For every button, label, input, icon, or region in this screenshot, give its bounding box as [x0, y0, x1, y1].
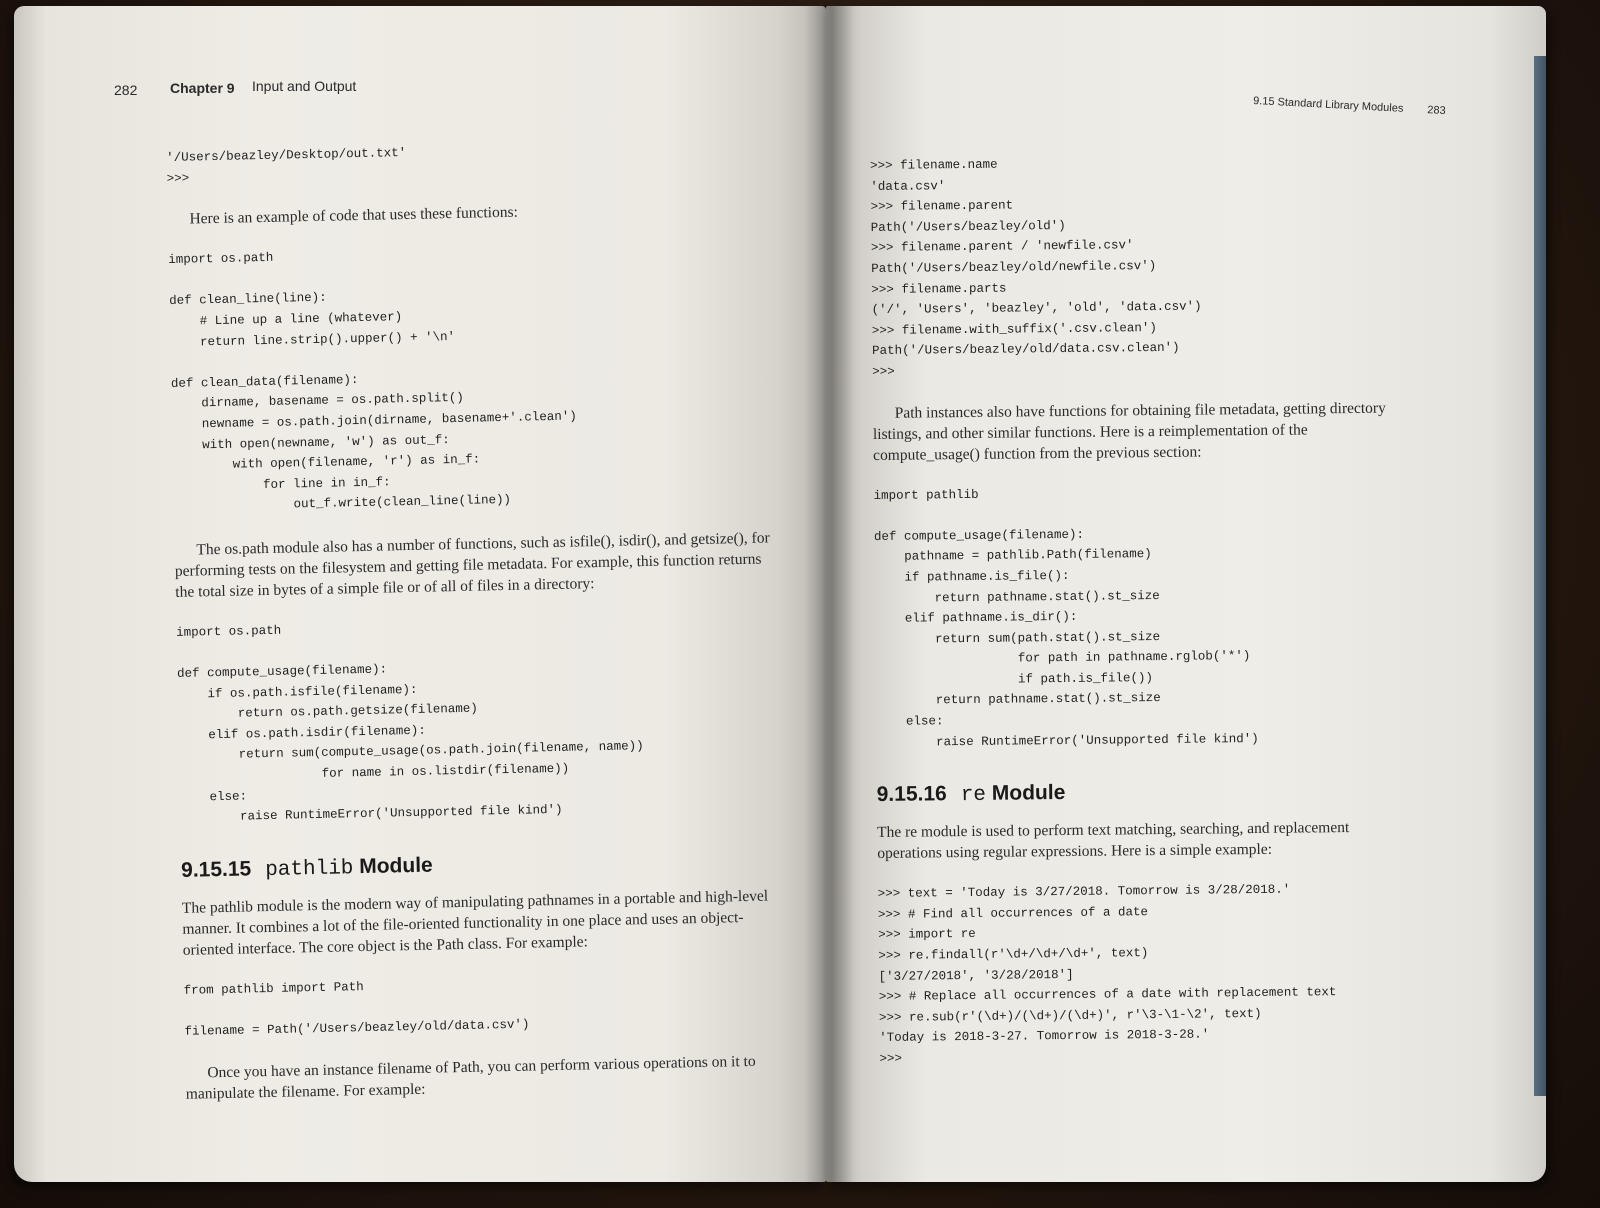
- heading-number: 9.15.16: [876, 782, 947, 807]
- page-number: 282: [114, 82, 138, 98]
- heading-module-name: re: [960, 784, 987, 808]
- chapter-title: Input and Output: [252, 78, 357, 94]
- paragraph: The pathlib module is the modern way of manipulating pathnames in a portable and high-level manner. It combines a lot of the file-oriented functionality in one place and uses an object-oriented interface. The core object is the Path class. For example:: [181, 887, 769, 959]
- section-heading: [877, 778, 1417, 809]
- left-page: [14, 6, 826, 1182]
- paragraph: Here is an example of code that uses these functions:: [189, 203, 519, 228]
- heading-text: Module: [358, 853, 433, 878]
- code-block: import pathlib def compute_usage(filename): pathname = pathlib.Path(filename) if pathname.is_file(): return pathname.stat().st_size elif pathname.is_dir(): return sum(path.stat().st_size for path in pathname.rglob('*') if path.is_file()) return pathname.stat().st_size else: raise RuntimeError('Unsupported file kind'): [873, 487, 1259, 750]
- code-block: from pathlib import Path filename = Path('/Users/beazley/old/data.csv'): [183, 979, 530, 1039]
- paragraph: Path instances also have functions for obtaining file metadata, getting directory listings, and other similar functions. Here is a reimplementation of the compute_usage() function from the previous section:: [872, 399, 1386, 464]
- page-number: 283: [1427, 104, 1447, 118]
- code-block: >>> filename.name 'data.csv' >>> filename.parent Path('/Users/beazley/old') >>> filename.parent / 'newfile.csv' Path('/Users/beazley/old/newfile.csv') >>> filename.parts ('/', 'Users', 'beazley', 'old', 'data.csv') >>> filename.with_suffix('.csv.clean') Path('/Users/beazley/old/data.csv.clean') >>>: [870, 157, 1202, 379]
- code-block: '/Users/beazley/Desktop/out.txt' >>>: [166, 145, 407, 186]
- right-page-content: [870, 150, 1420, 1069]
- open-book: [14, 6, 1554, 1182]
- section-label: 9.15 Standard Library Modules: [1253, 94, 1404, 115]
- heading-module-name: pathlib: [264, 857, 354, 882]
- chapter-label: Chapter 9: [170, 80, 235, 96]
- paragraph: Once you have an instance filename of Path, you can perform various operations on it to manipulate the filename. For example:: [185, 1052, 756, 1103]
- code-block: import os.path def clean_line(line): # Line up a line (whatever) return line.strip().upper() + '\n' def clean_data(filename): dirname, basename = os.path.split() newname = os.path.join(dirname, basename+'.clean') with open(newname, 'w') as out_f: with open(filename, 'r') as in_f: for line in in_f: out_f.write(clean_line(line)): [168, 250, 577, 515]
- code-block: import os.path def compute_usage(filename): if os.path.isfile(filename): return os.path.getsize(filename) elif os.path.isdir(filename): return sum(compute_usage(os.path.join(filename, name)) for name in os.listdir(filename)) else: raise RuntimeError('Unsupported file kind'): [176, 623, 644, 826]
- right-page: [826, 6, 1546, 1182]
- right-page-header: [1253, 95, 1446, 117]
- heading-number: 9.15.15: [180, 857, 252, 882]
- book-cover-edge: [1534, 56, 1546, 1096]
- left-page-content: [166, 135, 786, 1104]
- section-heading: [181, 846, 781, 884]
- code-block: >>> text = 'Today is 3/27/2018. Tomorrow is 3/28/2018.' >>> # Find all occurrences of a date >>> import re >>> re.findall(r'\d+/\d+/\d+', text) ['3/27/2018', '3/28/2018'] >>> # Replace all occurrences of a date with replacement text >>> re.sub(r'(\d+)/(\d+)/(\d+)', r'\3-\1-\2', text) 'Today is 2018-3-27. Tomorrow is 2018-3-28.' >>>: [877, 882, 1337, 1066]
- paragraph: The os.path module also has a number of functions, such as isfile(), isdir(), and getsize(), for performing tests on the filesystem and getting file metadata. For example, this function returns the total size in bytes of a simple file or of all of files in a directory:: [174, 529, 770, 601]
- heading-text: Module: [991, 781, 1066, 806]
- paragraph: The re module is used to perform text matching, searching, and replacement operations using regular expressions. Here is a simple example:: [876, 819, 1350, 863]
